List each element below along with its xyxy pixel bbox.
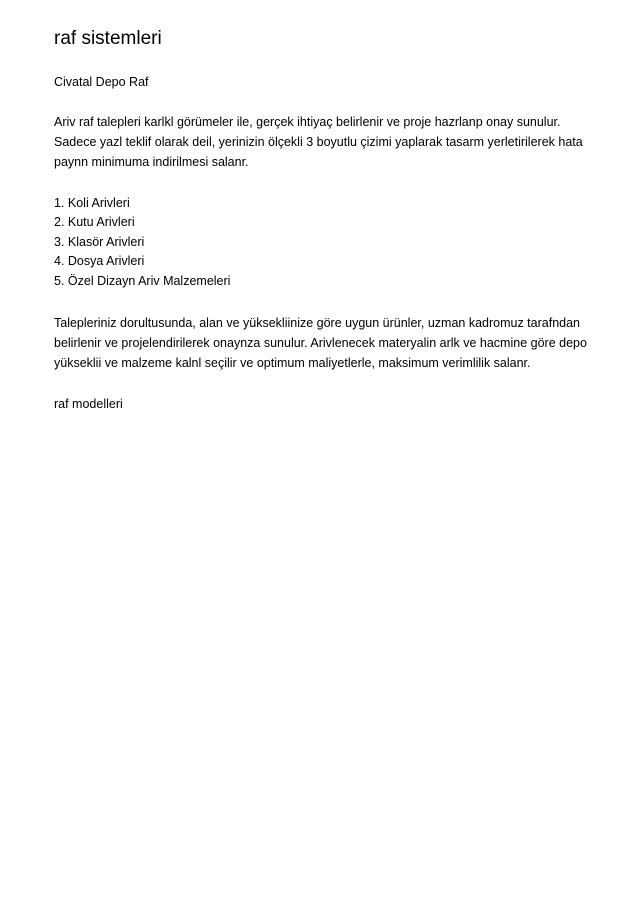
list-item: 3. Klasör Arivleri (54, 234, 145, 249)
document-subtitle: Civatal Depo Raf (54, 75, 149, 89)
document-title: raf sistemleri (54, 28, 162, 49)
list-item: 1. Koli Arivleri (54, 195, 130, 210)
body-paragraph: Talepleriniz dorultusunda, alan ve yüksekliinize göre uygun ürünler, uzman kadromuz tarafndan belirlenir ve projelendirilerek onaynza sunulur. Arivlenecek materyalin arlk ve hacmine göre depo yükseklii ve malzeme kalnl seçilir ve optimum maliyetlerle, maksimum verimlilik salanr. (54, 315, 587, 370)
document-page (54, 27, 594, 414)
intro-paragraph: Ariv raf talepleri karlkl görümeler ile, gerçek ihtiyaç belirlenir ve proje hazrlanp onay sunulur. Sadece yazl teklif olarak deil, yerinizin ölçekli 3 boyutlu çizimi yaplarak tasarm yerletirilerek hata paynn minimuma indirilmesi salanr. (54, 115, 583, 170)
archive-type-list (54, 194, 594, 292)
raf-modelleri-link[interactable]: raf modelleri (54, 397, 123, 412)
list-item: 2. Kutu Arivleri (54, 215, 135, 230)
list-item: 4. Dosya Arivleri (54, 254, 145, 269)
list-item: 5. Özel Dizayn Ariv Malzemeleri (54, 273, 231, 288)
